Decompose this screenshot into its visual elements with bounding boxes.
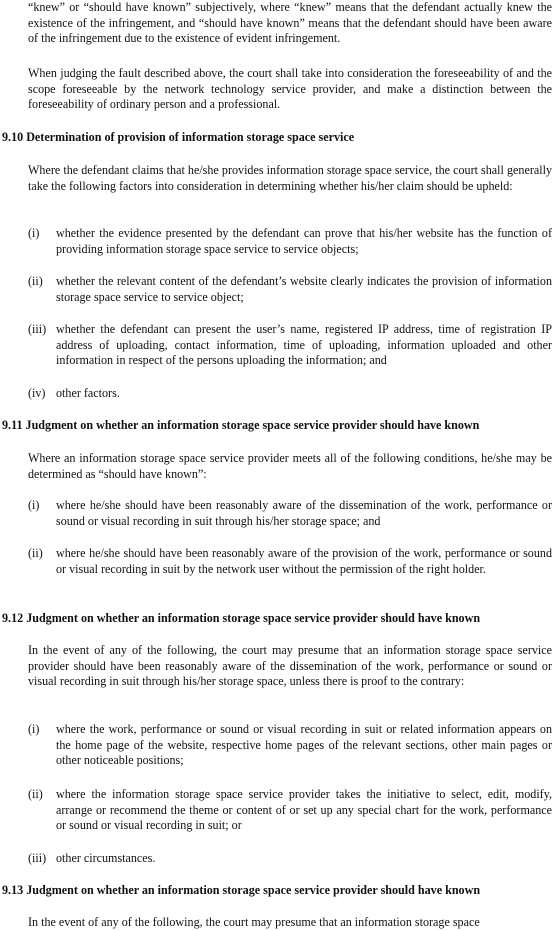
list-item-text: other circumstances. [56, 851, 156, 865]
list-item-number: (iii) [28, 851, 47, 865]
list-item [2, 226, 552, 257]
list-item-text: other factors. [56, 386, 120, 400]
list-item-text: where the information storage space service provider takes the initiative to select, edit, modify, arrange or recommend the theme or content of or set up any special chart for the work, performance or sound or visual recording in suit; or [56, 787, 552, 833]
list-item-number: (i) [28, 226, 40, 240]
section-heading: 9.13 Judgment on whether an information storage space service provider should have known [2, 883, 481, 897]
list-item-text: whether the relevant content of the defendant’s website clearly indicates the provision of information storage space service to service object; [56, 274, 552, 304]
paragraph: In the event of any of the following, the court may presume that an information storage space service provider should have been reasonably aware of the dissemination of the work, performance or sound or visual recording in suit through his/her storage space, unless there is proof to the contrary: [28, 643, 552, 689]
list-item-number: (ii) [28, 787, 43, 801]
list-item-number: (i) [28, 722, 40, 736]
paragraph: When judging the fault described above, the court shall take into consideration the foreseeability of and the scope foreseeable by the network technology service provider, and make a distinction between the foreseeability of ordinary person and a professional. [28, 66, 552, 112]
list-item-number: (iii) [28, 322, 47, 336]
paragraph: Where the defendant claims that he/she provides information storage space service, the court shall generally take the following factors into consideration in determining whether his/her claim should be upheld: [28, 163, 552, 193]
paragraph: Where an information storage space service provider meets all of the following conditions, he/she may be determined as “should have known”: [28, 451, 552, 481]
paragraph: In the event of any of the following, the court may presume that an information storage space [28, 915, 480, 929]
section-heading: 9.11 Judgment on whether an information storage space service provider should have known [2, 418, 480, 432]
list-item [2, 274, 552, 305]
list-item-text: where the work, performance or sound or visual recording in suit or related information appears on the home page of the website, respective home pages of the relevant sections, other main pages or other noticeable positions; [56, 722, 552, 768]
list-item-text: where he/she should have been reasonably aware of the dissemination of the work, performance or sound or visual recording in suit through his/her storage space; and [56, 498, 552, 528]
list-item [2, 546, 552, 577]
list-item [2, 722, 552, 769]
list-item-text: whether the evidence presented by the defendant can prove that his/her website has the function of providing information storage space service to service objects; [56, 226, 552, 256]
section-heading: 9.12 Judgment on whether an information storage space service provider should have known [2, 611, 481, 625]
list-item [2, 787, 552, 834]
section-heading: 9.10 Determination of provision of information storage space service [2, 130, 355, 144]
list-item-number: (iv) [28, 386, 46, 400]
list-item [2, 386, 552, 402]
list-item-number: (ii) [28, 546, 43, 560]
list-item [2, 498, 552, 529]
list-item-text: whether the defendant can present the user’s name, registered IP address, time of registration IP address of uploading, contact information, time of uploading, information uploaded and other information in respect of the persons uploading the information; and [56, 322, 552, 368]
list-item-number: (i) [28, 498, 40, 512]
list-item-text: where he/she should have been reasonably aware of the provision of the work, performance or sound or visual recording in suit by the network user without the permission of the right holder. [56, 546, 552, 576]
paragraph: “knew” or “should have known” subjectively, where “knew” means that the defendant actually knew the existence of the infringement, and “should have known” means that the defendant should have been aware of the infringement due to the existence of evident infringement. [28, 0, 552, 46]
list-item [2, 851, 552, 867]
list-item-number: (ii) [28, 274, 43, 288]
list-item [2, 322, 552, 369]
